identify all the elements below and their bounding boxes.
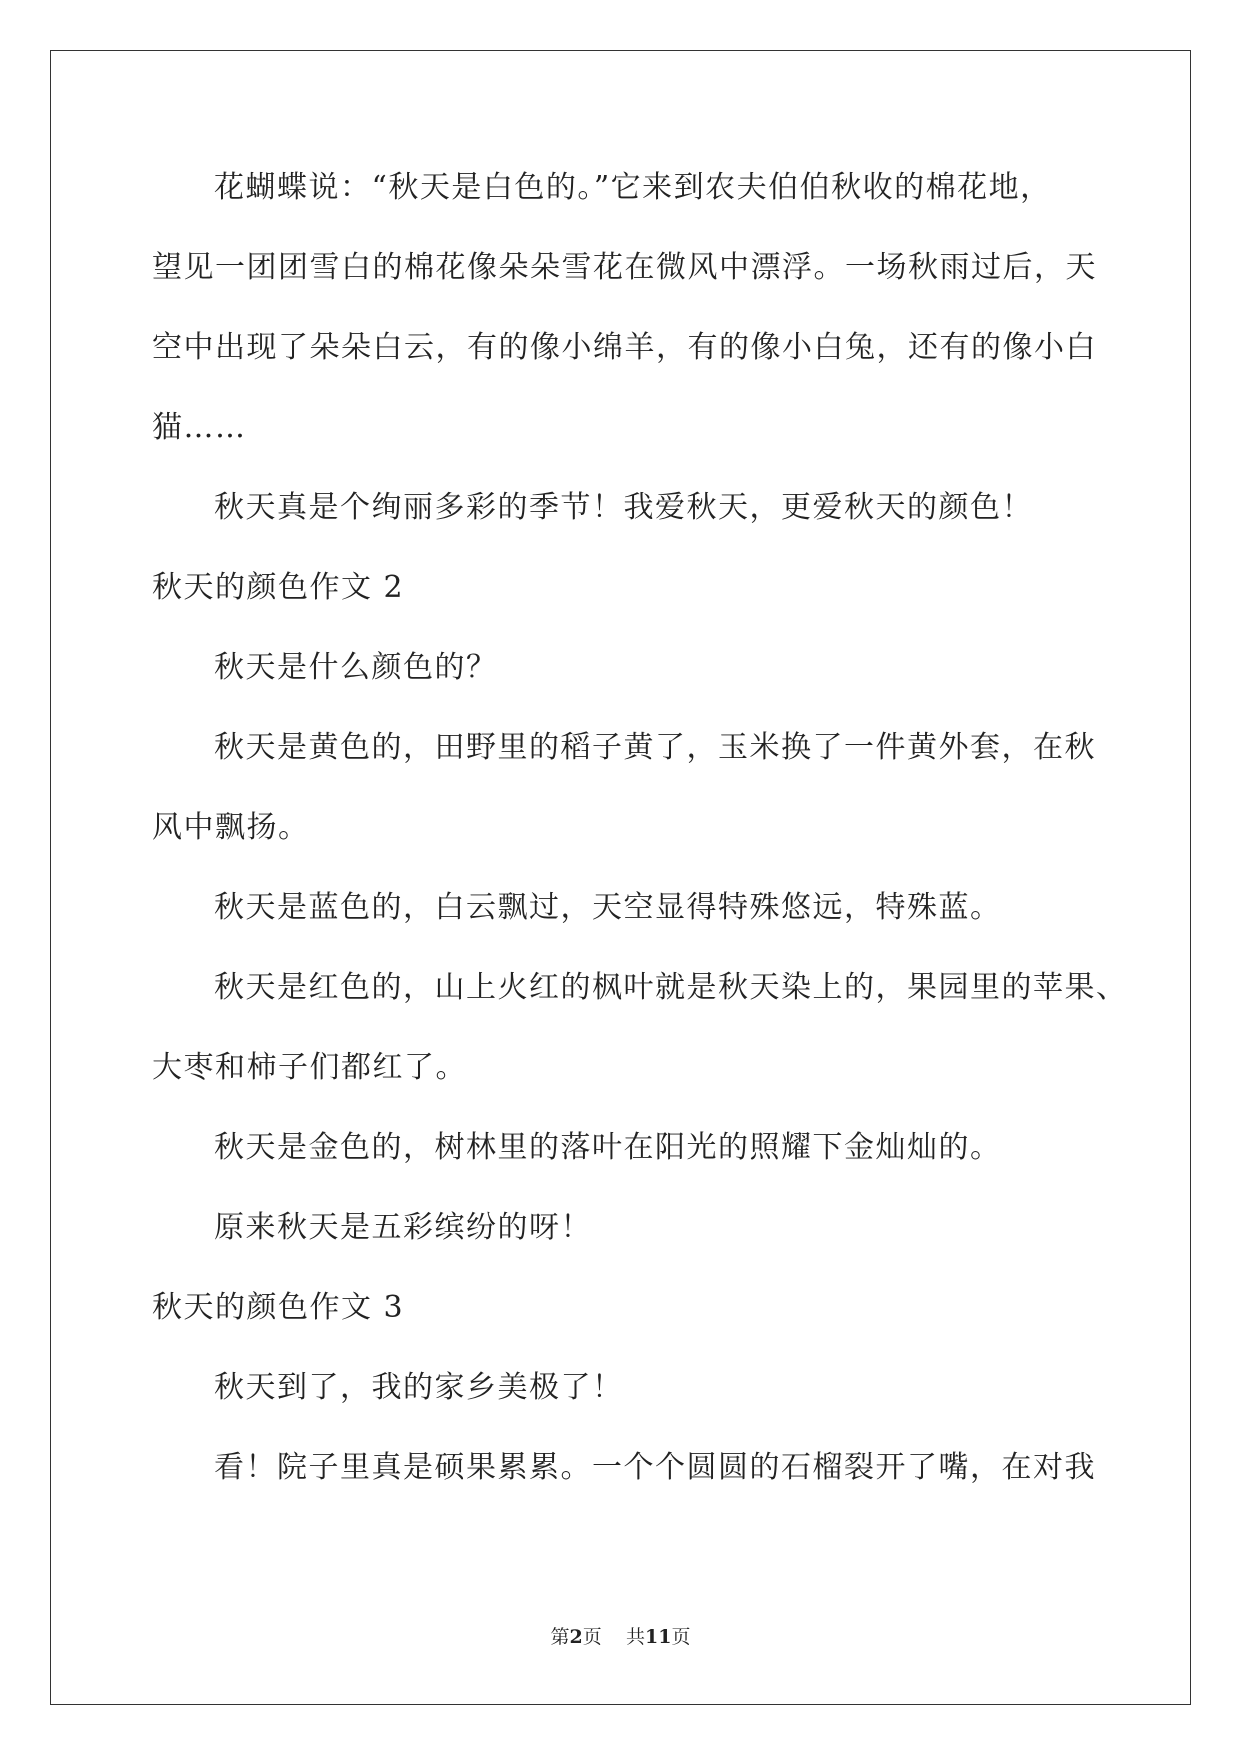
text-line: 猫……: [152, 410, 247, 445]
footer-total-prefix: 共: [625, 1626, 645, 1648]
text-line: 风中飘扬。: [152, 810, 310, 845]
text-line: 秋天是金色的，树林里的落叶在阳光的照耀下金灿灿的。: [214, 1130, 1002, 1165]
text-line: 秋天真是个绚丽多彩的季节！我爱秋天，更爱秋天的颜色！: [214, 490, 1033, 525]
text-line: 空中出现了朵朵白云，有的像小绵羊，有的像小白兔，还有的像小白: [152, 330, 1097, 365]
text-line: 原来秋天是五彩缤纷的呀！: [214, 1210, 592, 1245]
total-page-number: 11: [644, 1626, 672, 1648]
text-line: 望见一团团雪白的棉花像朵朵雪花在微风中漂浮。一场秋雨过后，天: [152, 250, 1097, 285]
text-line: 秋天是黄色的，田野里的稻子黄了，玉米换了一件黄外套，在秋: [214, 730, 1096, 765]
page-footer: [0, 1622, 1241, 1649]
text-line: 秋天是红色的，山上火红的枫叶就是秋天染上的，果园里的苹果、: [214, 970, 1128, 1005]
text-line: 秋天是什么颜色的？: [214, 650, 498, 685]
footer-page-suffix: 页: [582, 1626, 602, 1648]
footer-total-suffix: 页: [671, 1626, 691, 1648]
text-line: 秋天到了，我的家乡美极了！: [214, 1370, 624, 1405]
text-line: 秋天的颜色作文 3: [152, 1290, 405, 1325]
text-line: 秋天的颜色作文 2: [152, 570, 405, 605]
text-line: 秋天是蓝色的，白云飘过，天空显得特殊悠远，特殊蓝。: [214, 890, 1002, 925]
text-line: 看！院子里真是硕果累累。一个个圆圆的石榴裂开了嘴，在对我: [214, 1450, 1096, 1485]
footer-prefix: 第: [550, 1626, 570, 1648]
text-line: 花蝴蝶说：“秋天是白色的。”它来到农夫伯伯秋收的棉花地，: [214, 170, 1052, 205]
current-page-number: 2: [569, 1626, 583, 1648]
text-line: 大枣和柿子们都红了。: [152, 1050, 467, 1085]
document-body: [152, 148, 1128, 1508]
